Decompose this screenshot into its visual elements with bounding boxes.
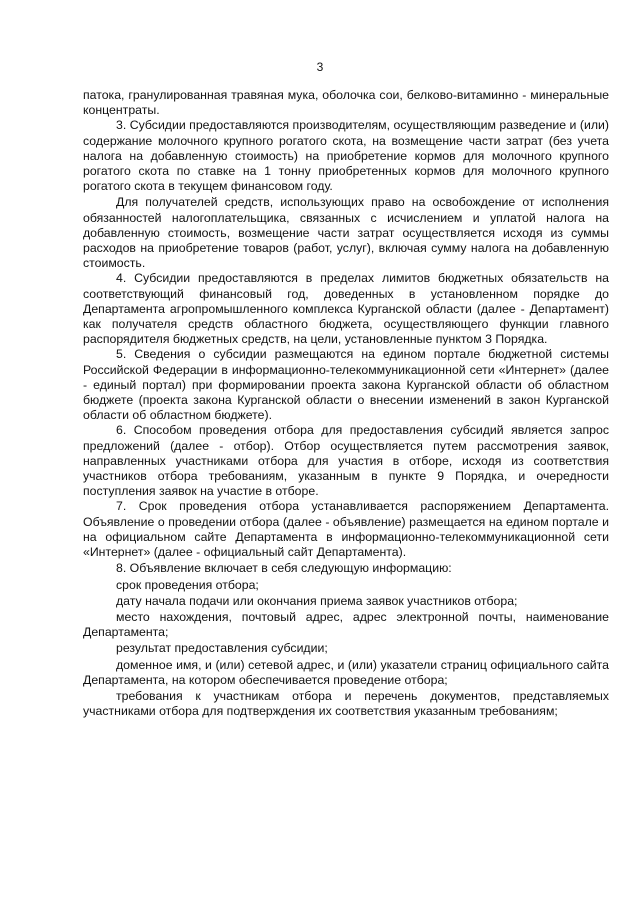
paragraph-item-3: 3. Субсидии предоставляются производителям, осуществляющим разведение и (или) содержание молочного крупного рогатого скота, на возмещение части затрат (без учета налога на добавленную стоимость) на приобретение кормов для молочного крупного рогатого скота по ставке на 1 тонну приобретенных кормов для молочного крупного рогатого скота в текущем финансовом году. (83, 118, 609, 194)
list-item-participant-requirements: требования к участникам отбора и перечень документов, представляемых участниками отбора для подтверждения их соответствия указанным требованиям; (83, 688, 609, 719)
document-body (83, 88, 609, 719)
paragraph-item-8: 8. Объявление включает в себя следующую информацию: (116, 561, 452, 576)
paragraph-item-4: 4. Субсидии предоставляются в пределах лимитов бюджетных обязательств на соответствующий финансовый год, доведенных в установленном порядке до Департамента агропромышленного комплекса Курганской области (далее - Департамент) как получателя средств областного бюджета, осуществляющего функции главного распорядителя бюджетных средств, на цели, установленные пунктом 3 Порядка. (83, 271, 609, 347)
list-item-selection-period: срок проведения отбора; (116, 577, 259, 592)
list-item-domain-name: доменное имя, и (или) сетевой адрес, и (или) указатели страниц официального сайта Департамента, на котором обеспечивается проведение отбора; (83, 657, 609, 687)
paragraph-item-5: 5. Сведения о субсидии размещаются на едином портале бюджетной системы Российской Федерации в информационно-телекоммуникационной сети «Интернет» (далее - единый портал) при формировании проекта закона Курганской области об областном бюджете (проекта закона Курганской области о внесении изменений в закон Курганской области об областном бюджете). (83, 347, 609, 423)
list-item-application-dates: дату начала подачи или окончания приема заявок участников отбора; (116, 593, 518, 608)
paragraph-item-6: 6. Способом проведения отбора для предоставления субсидий является запрос предложений (далее - отбор). Отбор осуществляется путем рассмотрения заявок, направленных участниками отбора для участия в отборе, исходя из соответствия участников отбора требованиям, указанным в пункте 9 Порядка, и очередности поступления заявок на участие в отборе. (83, 423, 609, 499)
page-number: 3 (316, 60, 324, 74)
paragraph-vat-exemption: Для получателей средств, использующих право на освобождение от исполнения обязанностей налогоплательщика, связанных с исчислением и уплатой налога на добавленную стоимость, возмещение части затрат осуществляется исходя из суммы расходов на приобретение товаров (работ, услуг), включая сумму налога на добавленную стоимость. (83, 195, 609, 271)
list-item-subsidy-result: результат предоставления субсидии; (116, 641, 328, 656)
list-item-department-address: место нахождения, почтовый адрес, адрес электронной почты, наименование Департамента; (83, 609, 609, 640)
paragraph-continuation: патока, гранулированная травяная мука, оболочка сои, белково-витаминно - минеральные концентраты. (83, 88, 609, 118)
paragraph-item-7: 7. Срок проведения отбора устанавливается распоряжением Департамента. Объявление о проведении отбора (далее - объявление) размещается на едином портале и на официальном сайте Департамента в информационно-телекоммуникационной сети «Интернет» (далее - официальный сайт Департамента). (83, 499, 609, 560)
